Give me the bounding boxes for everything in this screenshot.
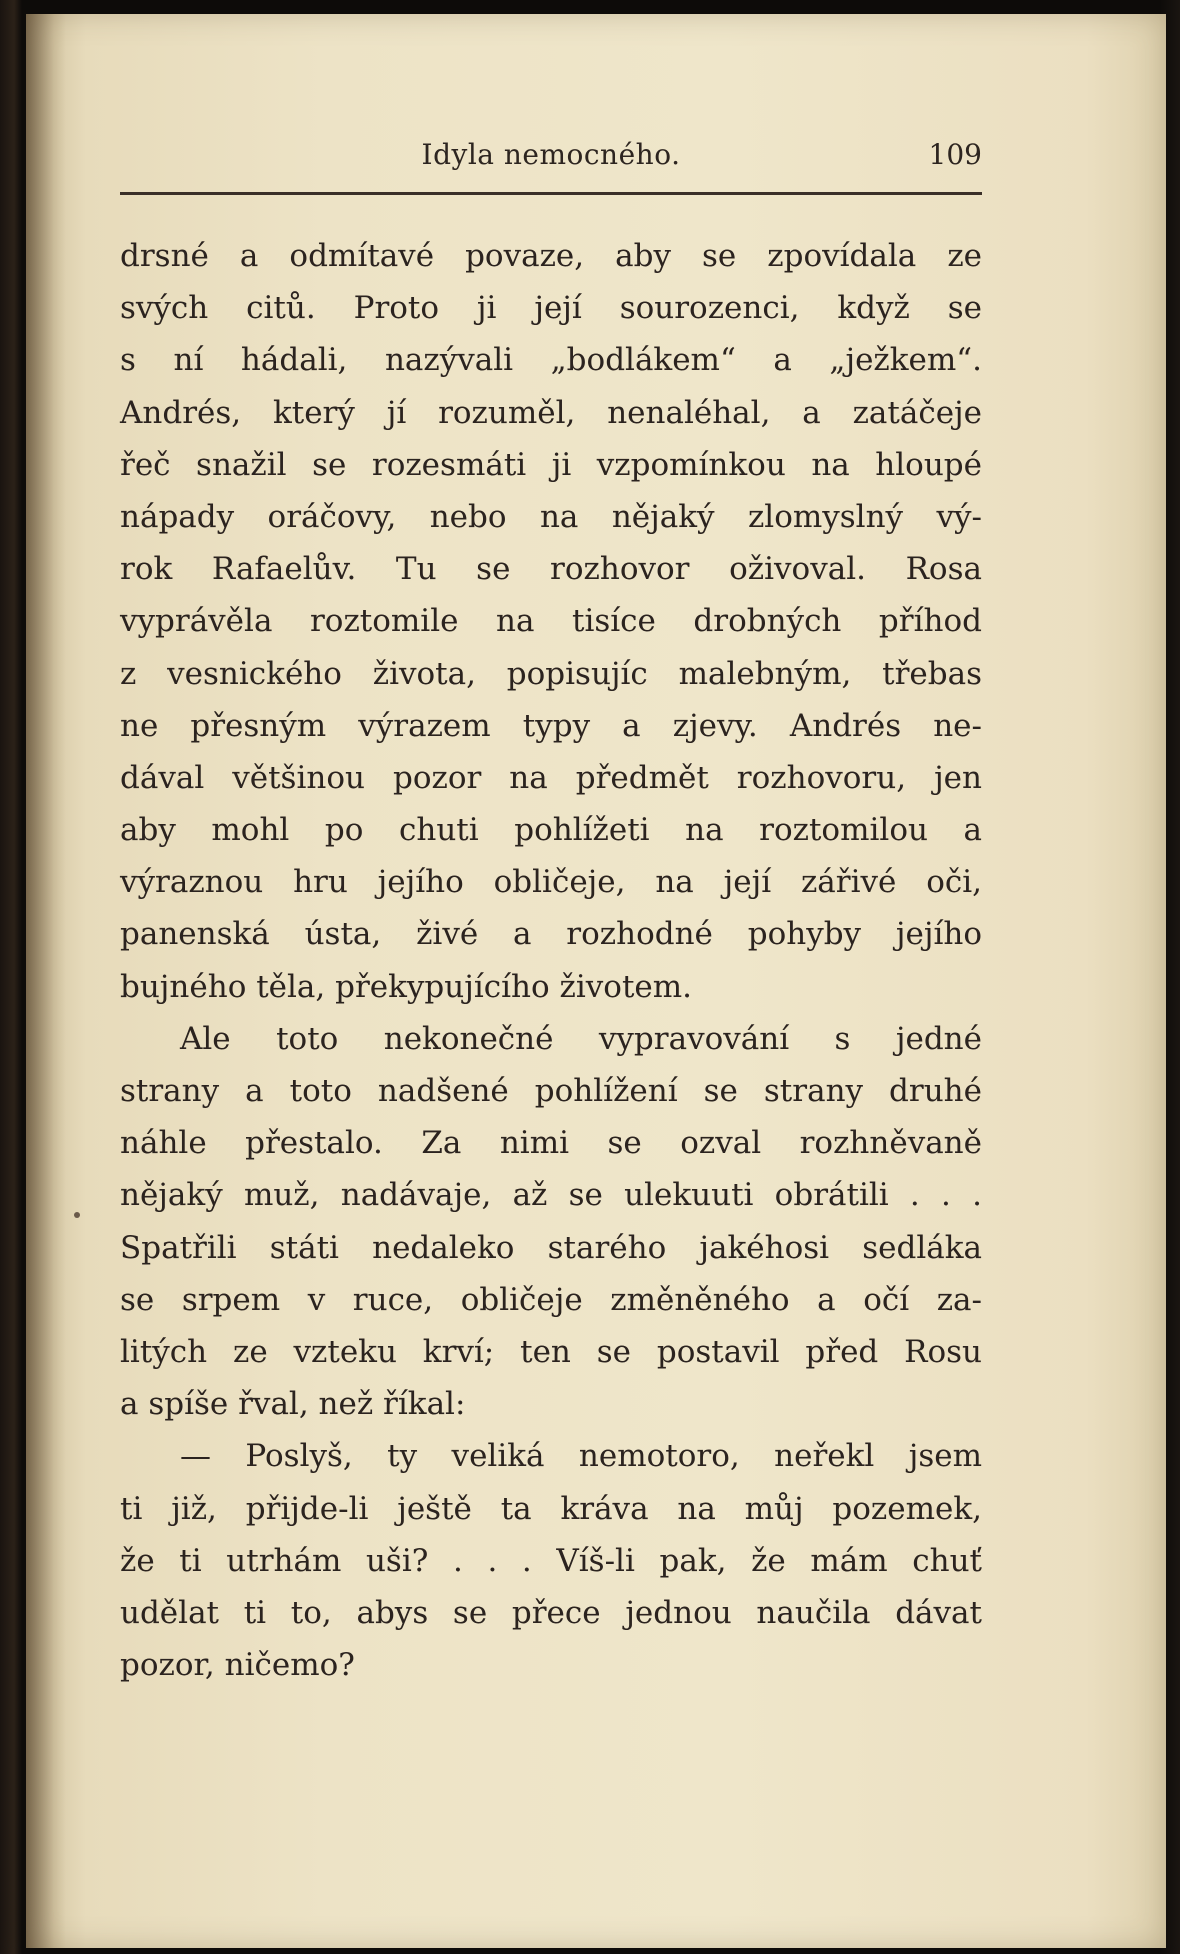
text-line: Spatřili státi nedaleko starého jakéhosi sedláka — [120, 1229, 982, 1266]
text-line: se srpem v ruce, obličeje změněného a očí za- — [120, 1281, 982, 1318]
text-line: a spíše řval, než říkal: — [120, 1386, 466, 1423]
text-line: řeč snažil se rozesmáti ji vzpomínkou na hloupé — [120, 446, 982, 483]
page-gutter-shadow — [26, 14, 66, 1948]
text-line: pozor, ničemo? — [120, 1647, 355, 1684]
text-line: aby mohl po chuti pohlížeti na roztomilou a — [120, 812, 982, 849]
text-line: bujného těla, překypujícího životem. — [120, 968, 693, 1005]
text-line: výraznou hru jejího obličeje, na její zářivé oči, — [120, 864, 982, 901]
text-line: s ní hádali, nazývali „bodlákem“ a „ježkem“. — [120, 342, 982, 379]
text-line: dával většinou pozor na předmět rozhovoru, jen — [120, 759, 982, 796]
text-line: drsné a odmítavé povaze, aby se zpovídala ze — [120, 238, 982, 274]
text-line: ti již, přijde-li ještě ta kráva na můj pozemek, — [120, 1490, 982, 1527]
text-line: že ti utrhám uši? . . . Víš-li pak, že mám chuť — [120, 1542, 982, 1579]
text-line: ne přesným výrazem typy a zjevy. Andrés ne- — [120, 707, 982, 744]
text-line: panenská ústa, živé a rozhodné pohyby jejího — [120, 916, 982, 953]
text-line: — Poslyš, ty veliká nemotoro, neřekl jsem — [180, 1438, 982, 1475]
paragraph-2 — [120, 1013, 982, 1431]
running-title: Idyla nemocného. — [421, 138, 681, 171]
text-line: udělat ti to, abys se přece jednou naučila dávat — [120, 1594, 982, 1631]
text-line: litých ze vzteku krví; ten se postavil před Rosu — [120, 1333, 982, 1370]
text-line: vyprávěla roztomile na tisíce drobných příhod — [120, 603, 982, 640]
text-line: z vesnického života, popisujíc malebným, třebas — [120, 655, 982, 692]
paragraph-1 — [120, 230, 982, 1013]
text-line: Andrés, který jí rozuměl, nenaléhal, a zatáčeje — [120, 394, 982, 431]
text-line: náhle přestalo. Za nimi se ozval rozhněvaně — [120, 1125, 982, 1162]
text-line: nějaký muž, nadávaje, až se ulekuuti obrátili . . . — [120, 1177, 982, 1214]
page-number: 109 — [928, 138, 982, 171]
text-line: svých citů. Proto ji její sourozenci, když se — [120, 290, 982, 327]
text-line: nápady oráčovy, nebo na nějaký zlomyslný vý- — [120, 498, 982, 535]
paragraph-3 — [120, 1430, 982, 1691]
margin-speck — [74, 1212, 80, 1218]
text-line: strany a toto nadšené pohlížení se strany druhé — [120, 1073, 982, 1109]
header-rule — [120, 192, 982, 195]
text-line: rok Rafaelův. Tu se rozhovor oživoval. Rosa — [120, 551, 982, 588]
body-text — [120, 230, 982, 1691]
text-line: Ale toto nekonečné vypravování s jedné — [180, 1020, 982, 1057]
page-header — [120, 138, 982, 182]
